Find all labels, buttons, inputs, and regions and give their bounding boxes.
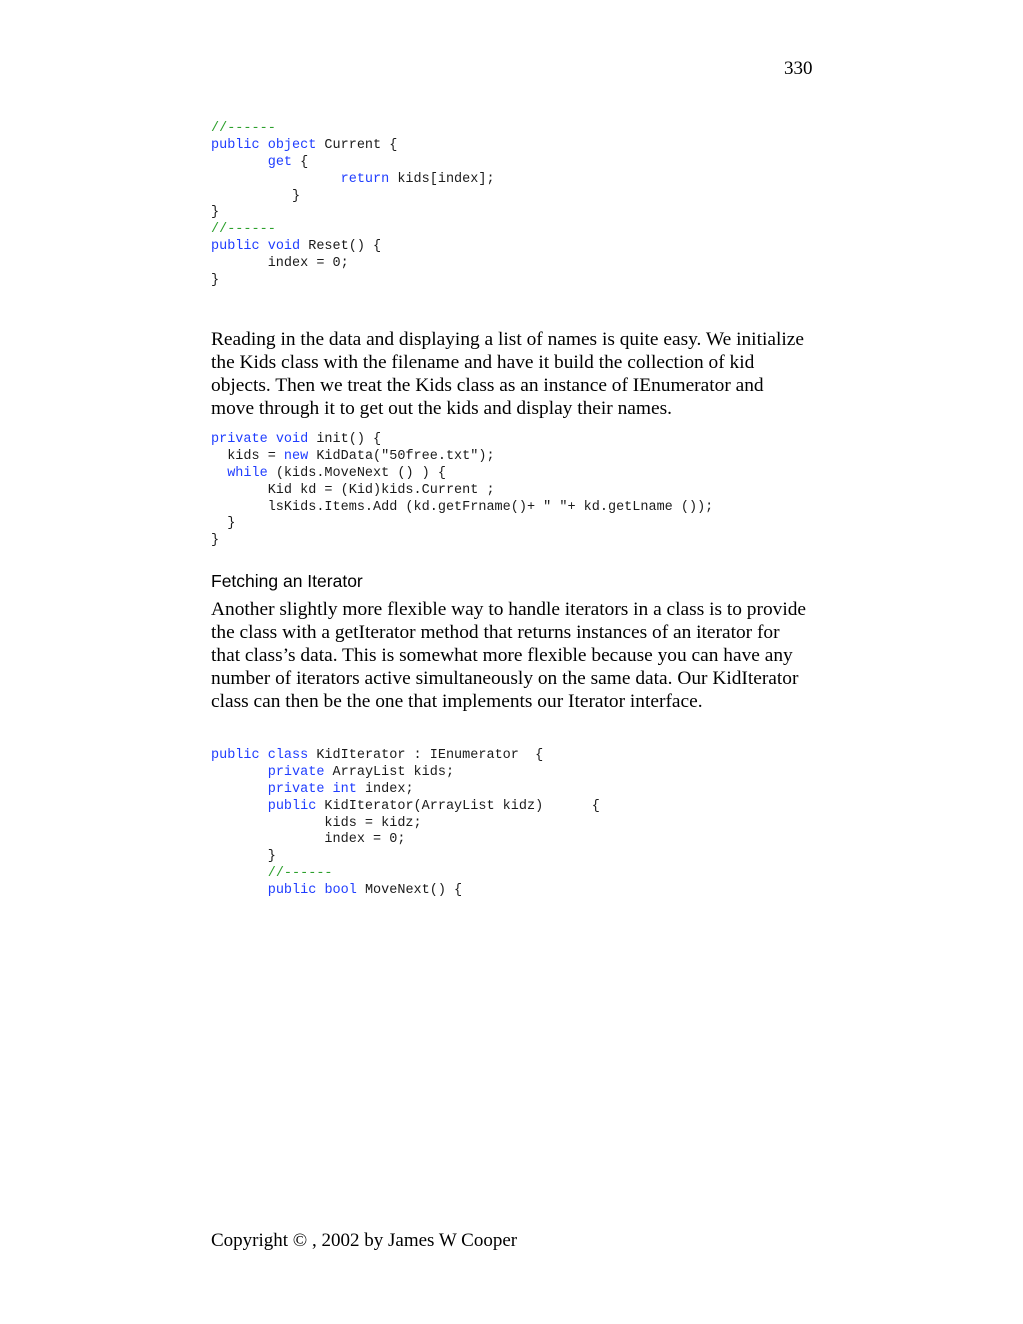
code-text: Reset() { — [300, 239, 382, 255]
code-keyword: public — [211, 137, 260, 153]
section-heading: Fetching an Iterator — [211, 571, 363, 591]
code-block-current-reset — [211, 121, 495, 290]
code-keyword: private — [267, 764, 325, 780]
code-text — [211, 466, 227, 481]
code-keyword: int — [332, 781, 357, 797]
code-line — [211, 239, 495, 256]
code-keyword: bool — [324, 883, 357, 899]
code-block-kiditerator — [211, 748, 600, 900]
code-comment: //------ — [211, 121, 276, 136]
code-line — [211, 832, 600, 849]
code-text: } — [211, 849, 276, 865]
code-line — [211, 466, 713, 483]
code-line — [211, 222, 495, 239]
code-text: KidIterator(ArrayList kidz) { — [316, 798, 600, 814]
code-keyword: public — [267, 798, 317, 814]
code-comment: //------ — [267, 866, 333, 882]
code-line — [211, 483, 713, 500]
paragraph-fetching-iterator: Another slightly more flexible way to handle iterators in a class is to provide the class with a getIterator method that returns instances of an iterator for that class’s data. This is somewhat more flexible because you can have any number of iterators active simultaneously on the same data. Our KidIterator class can then be the one that implements our Iterator interface. — [211, 599, 807, 712]
code-line — [211, 883, 600, 900]
code-keyword: private — [267, 781, 325, 797]
code-line — [211, 189, 495, 206]
code-text: } — [211, 205, 220, 221]
code-line — [211, 799, 600, 816]
code-text — [260, 239, 268, 254]
code-keyword: public — [211, 239, 260, 255]
code-text: KidIterator : IEnumerator { — [308, 748, 544, 763]
code-text: KidData("50free.txt"); — [308, 448, 495, 464]
code-line — [211, 138, 495, 155]
code-keyword: private — [211, 432, 268, 447]
code-line — [211, 172, 495, 189]
code-line — [211, 449, 713, 466]
code-line — [211, 155, 495, 172]
code-text — [268, 432, 276, 447]
code-text — [211, 155, 268, 170]
code-text: index = 0; — [211, 832, 406, 848]
code-line — [211, 121, 495, 138]
code-text: } — [211, 533, 220, 549]
code-text: ArrayList kids; — [324, 764, 455, 780]
code-keyword: new — [283, 448, 309, 464]
code-text — [211, 765, 268, 780]
code-keyword: return — [340, 171, 390, 187]
code-text — [211, 799, 268, 814]
code-text: index; — [356, 781, 414, 797]
page-number: 330 — [784, 58, 813, 79]
code-text: kids = kidz; — [211, 815, 422, 831]
code-text — [260, 138, 268, 153]
code-text: init() { — [308, 432, 382, 447]
code-keyword: while — [227, 465, 268, 481]
code-line — [211, 866, 600, 883]
code-line — [211, 765, 600, 782]
code-line — [211, 500, 713, 517]
code-text: { — [292, 154, 309, 170]
code-text: } — [211, 516, 236, 532]
code-keyword: void — [275, 432, 309, 447]
code-text: } — [211, 273, 220, 289]
code-text: Current { — [316, 137, 398, 153]
code-text — [211, 883, 268, 898]
code-keyword: object — [267, 137, 317, 153]
code-line — [211, 816, 600, 833]
code-text: Kid kd = (Kid)kids.Current ; — [211, 482, 495, 498]
code-text — [260, 748, 268, 763]
code-keyword: get — [267, 154, 293, 170]
code-text: } — [211, 188, 301, 204]
code-line — [211, 533, 713, 550]
code-line — [211, 273, 495, 290]
code-text — [211, 866, 268, 881]
code-line — [211, 849, 600, 866]
code-block-init — [211, 432, 713, 550]
code-keyword: public — [267, 883, 317, 899]
code-text: index = 0; — [211, 256, 349, 272]
code-text: kids[index]; — [389, 171, 495, 187]
code-text — [324, 782, 332, 797]
code-line — [211, 748, 600, 765]
code-line — [211, 516, 713, 533]
code-keyword: public — [211, 748, 260, 763]
code-line — [211, 432, 713, 449]
code-keyword: void — [267, 239, 301, 255]
code-text: kids = — [211, 448, 284, 464]
copyright-footer: Copyright © , 2002 by James W Cooper — [211, 1230, 518, 1251]
code-line — [211, 256, 495, 273]
code-comment: //------ — [211, 222, 276, 238]
code-text: lsKids.Items.Add (kd.getFrname()+ " "+ kd.getLname ()); — [211, 499, 714, 515]
code-keyword: class — [267, 748, 309, 763]
code-text: (kids.MoveNext () ) { — [267, 465, 446, 481]
paragraph-reading-data: Reading in the data and displaying a list of names is quite easy. We initialize the Kids class with the filename and have it build the collection of kid objects. Then we treat the Kids class as an instance of IEnumerator and move through it to get out the kids and display their names. — [211, 329, 804, 419]
code-text: MoveNext() { — [356, 883, 463, 899]
code-text — [211, 172, 341, 187]
code-line — [211, 205, 495, 222]
code-line — [211, 782, 600, 799]
code-text — [211, 782, 268, 797]
